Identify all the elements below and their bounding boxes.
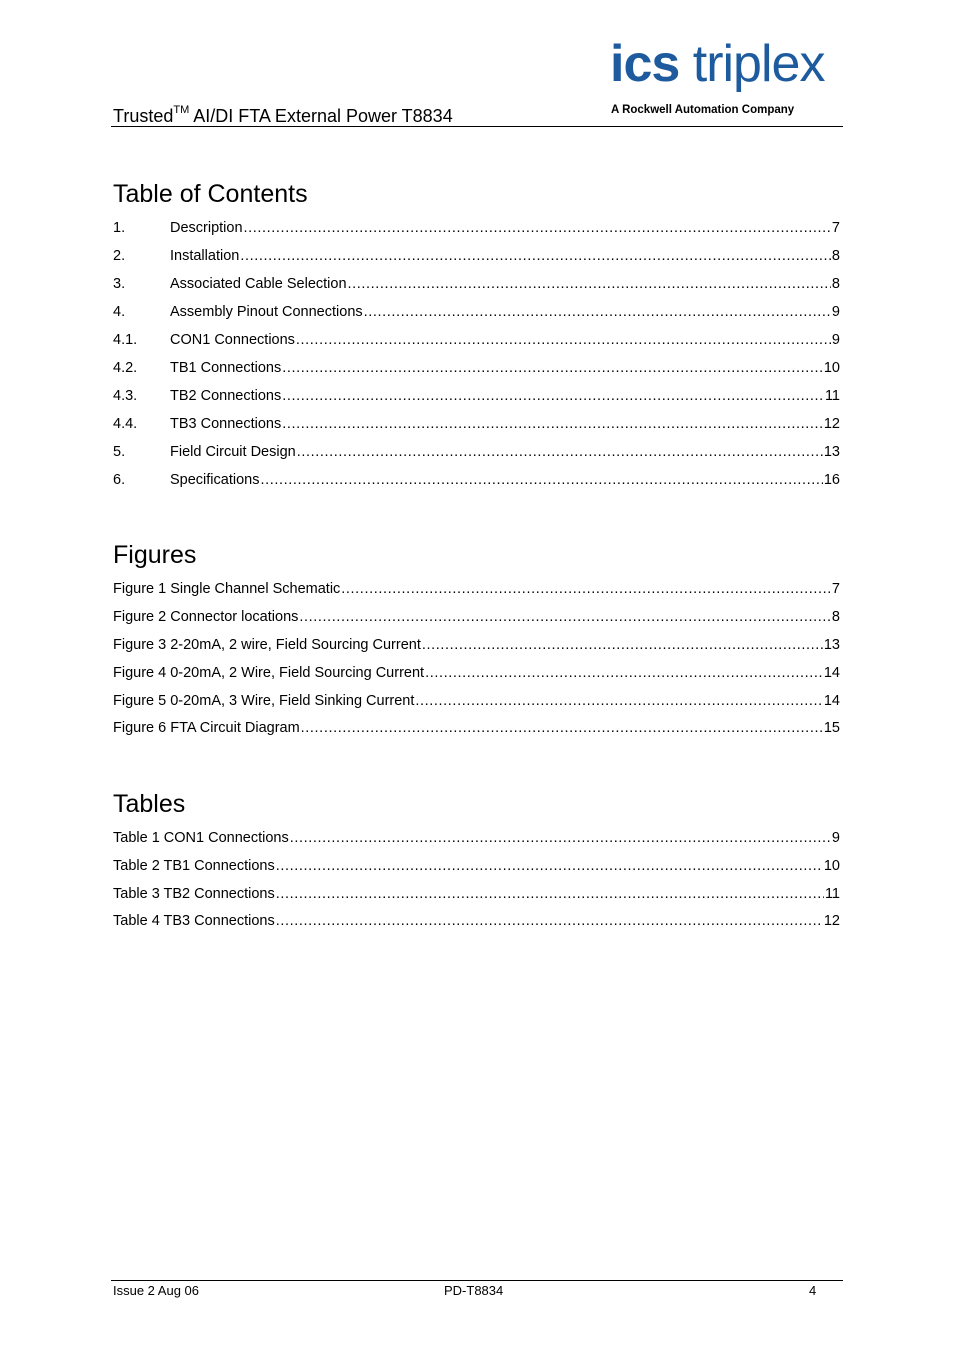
toc-entry[interactable] bbox=[113, 218, 840, 238]
figure-entry-page: 13 bbox=[823, 637, 840, 653]
table-entry-label: Table 3 TB2 Connections bbox=[113, 886, 275, 902]
toc-entry[interactable] bbox=[113, 302, 840, 322]
toc-entry[interactable] bbox=[113, 386, 840, 406]
toc-entry-page: 9 bbox=[831, 304, 840, 320]
toc-entry-number: 4.3. bbox=[113, 388, 138, 404]
logo-wordmark bbox=[610, 34, 824, 94]
figure-entry-page: 7 bbox=[831, 581, 840, 597]
toc-entry-number: 2. bbox=[113, 248, 126, 264]
table-entry[interactable] bbox=[113, 884, 840, 904]
toc-entry-page: 12 bbox=[823, 416, 840, 432]
toc-entry-label: Description bbox=[170, 220, 243, 236]
toc-entry-label: Associated Cable Selection bbox=[170, 276, 347, 292]
table-entry-label: Table 2 TB1 Connections bbox=[113, 858, 275, 874]
figure-entry[interactable] bbox=[113, 718, 840, 738]
dot-leader bbox=[282, 414, 823, 434]
dot-leader bbox=[297, 442, 823, 462]
toc-entry-number: 1. bbox=[113, 220, 126, 236]
toc-entry[interactable] bbox=[113, 470, 840, 490]
title-prefix: Trusted bbox=[113, 106, 174, 126]
toc-entry[interactable] bbox=[113, 442, 840, 462]
footer-issue: Issue 2 Aug 06 bbox=[113, 1283, 200, 1298]
dot-leader bbox=[276, 856, 823, 876]
toc-entry-page: 10 bbox=[823, 360, 840, 376]
toc-entry-page: 11 bbox=[824, 388, 840, 404]
table-entry[interactable] bbox=[113, 828, 840, 848]
dot-leader bbox=[282, 358, 823, 378]
dot-leader bbox=[425, 663, 823, 683]
toc-entry-label: Specifications bbox=[170, 472, 260, 488]
dot-leader bbox=[299, 607, 831, 627]
trademark-superscript: TM bbox=[173, 104, 190, 116]
dot-leader bbox=[296, 330, 831, 350]
toc-entry[interactable] bbox=[113, 246, 840, 266]
dot-leader bbox=[415, 691, 822, 711]
toc-entry-page: 16 bbox=[823, 472, 840, 488]
dot-leader bbox=[276, 911, 823, 931]
dot-leader bbox=[276, 884, 824, 904]
figure-entry[interactable] bbox=[113, 607, 840, 627]
logo-ics: ics bbox=[610, 35, 680, 93]
logo-triplex: triplex bbox=[679, 35, 825, 93]
toc-entry-number: 6. bbox=[113, 472, 126, 488]
figure-entry-page: 14 bbox=[823, 693, 840, 709]
toc-entry-label: Field Circuit Design bbox=[170, 444, 296, 460]
table-entry-page: 11 bbox=[824, 886, 840, 902]
dot-leader bbox=[240, 246, 831, 266]
figures-heading: Figures bbox=[113, 541, 197, 569]
footer-divider bbox=[111, 1280, 843, 1281]
toc-entry-number: 4. bbox=[113, 304, 126, 320]
footer-page-number: 4 bbox=[809, 1283, 817, 1298]
header-divider bbox=[111, 126, 843, 127]
toc-entry-number: 3. bbox=[113, 276, 126, 292]
toc-heading: Table of Contents bbox=[113, 180, 308, 208]
figure-entry[interactable] bbox=[113, 663, 840, 683]
toc-entry-page: 8 bbox=[831, 276, 840, 292]
title-suffix: AI/DI FTA External Power T8834 bbox=[189, 106, 453, 126]
toc-entry[interactable] bbox=[113, 330, 840, 350]
toc-entry-number: 4.1. bbox=[113, 332, 138, 348]
toc-entry-label: TB2 Connections bbox=[170, 388, 282, 404]
toc-entry-label: TB1 Connections bbox=[170, 360, 282, 376]
figure-entry-label: Figure 2 Connector locations bbox=[113, 609, 299, 625]
figure-entry[interactable] bbox=[113, 579, 840, 599]
dot-leader bbox=[364, 302, 831, 322]
toc-entry-number: 5. bbox=[113, 444, 126, 460]
figure-entry-label: Figure 3 2-20mA, 2 wire, Field Sourcing Current bbox=[113, 637, 421, 653]
ics-triplex-logo bbox=[608, 35, 844, 120]
tables-heading: Tables bbox=[113, 790, 186, 818]
figure-entry-page: 14 bbox=[823, 665, 840, 681]
table-entry-page: 12 bbox=[823, 913, 840, 929]
toc-entry[interactable] bbox=[113, 274, 840, 294]
dot-leader bbox=[301, 718, 823, 738]
figure-entry-page: 8 bbox=[831, 609, 840, 625]
dot-leader bbox=[422, 635, 823, 655]
document-title bbox=[113, 100, 453, 128]
table-entry[interactable] bbox=[113, 856, 840, 876]
figure-entry-label: Figure 4 0-20mA, 2 Wire, Field Sourcing Current bbox=[113, 665, 425, 681]
dot-leader bbox=[244, 218, 831, 238]
table-entry-label: Table 1 CON1 Connections bbox=[113, 830, 289, 846]
table-entry[interactable] bbox=[113, 911, 840, 931]
figure-entry-label: Figure 5 0-20mA, 3 Wire, Field Sinking Current bbox=[113, 693, 415, 709]
figure-entry[interactable] bbox=[113, 635, 840, 655]
figure-entry-label: Figure 1 Single Channel Schematic bbox=[113, 581, 341, 597]
toc-entry[interactable] bbox=[113, 414, 840, 434]
toc-entry-number: 4.4. bbox=[113, 416, 138, 432]
dot-leader bbox=[348, 274, 831, 294]
table-entry-page: 9 bbox=[831, 830, 840, 846]
footer-document-id: PD-T8834 bbox=[444, 1283, 504, 1298]
toc-entry-page: 13 bbox=[823, 444, 840, 460]
toc-entry-page: 8 bbox=[831, 248, 840, 264]
toc-entry-label: CON1 Connections bbox=[170, 332, 295, 348]
figure-entry[interactable] bbox=[113, 691, 840, 711]
toc-entry-label: TB3 Connections bbox=[170, 416, 282, 432]
toc-entry-label: Installation bbox=[170, 248, 240, 264]
figure-entry-page: 15 bbox=[823, 720, 840, 736]
toc-entry[interactable] bbox=[113, 358, 840, 378]
dot-leader bbox=[341, 579, 831, 599]
table-entry-page: 10 bbox=[823, 858, 840, 874]
toc-entry-number: 4.2. bbox=[113, 360, 138, 376]
dot-leader bbox=[282, 386, 824, 406]
table-entry-label: Table 4 TB3 Connections bbox=[113, 913, 275, 929]
dot-leader bbox=[260, 470, 822, 490]
dot-leader bbox=[290, 828, 831, 848]
toc-entry-label: Assembly Pinout Connections bbox=[170, 304, 363, 320]
toc-entry-page: 7 bbox=[831, 220, 840, 236]
toc-entry-page: 9 bbox=[831, 332, 840, 348]
logo-tagline: A Rockwell Automation Company bbox=[611, 104, 795, 116]
figure-entry-label: Figure 6 FTA Circuit Diagram bbox=[113, 720, 300, 736]
